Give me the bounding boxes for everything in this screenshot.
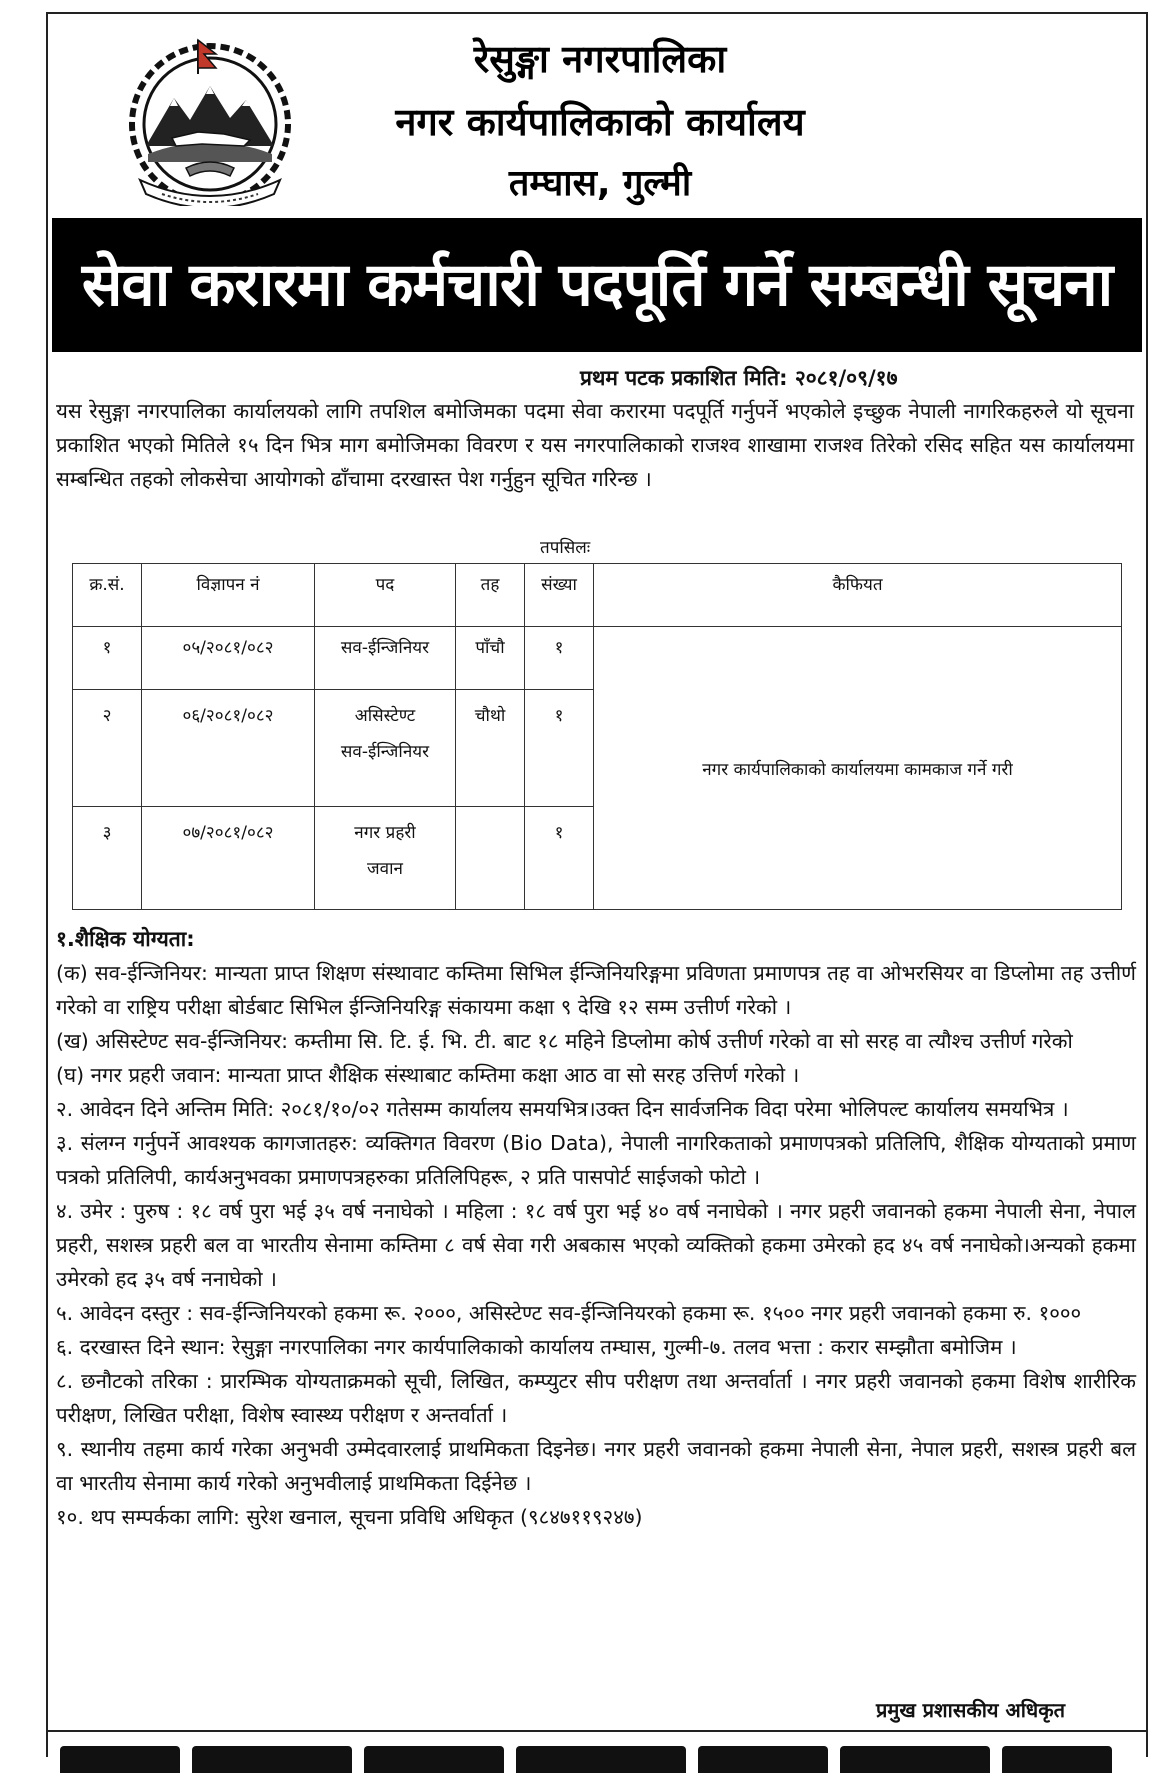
col-header-level: तह	[456, 564, 525, 627]
col-header-adno: विज्ञापन नं	[142, 564, 315, 627]
notice-body	[56, 922, 1136, 1534]
vacancy-table	[72, 563, 1122, 910]
selection-method: ८. छनौटको तरिका : प्रारम्भिक योग्यताक्रमको सूची, लिखित, कम्प्युटर सीप परीक्षण तथा अन्तर्वार्ता । नगर प्रहरी जवानको हकमा विशेष शारीरिक परीक्षण, लिखित परीक्षा, विशेष स्वास्थ्य परीक्षण र अन्तर्वार्ता ।	[56, 1369, 1136, 1427]
notice-title: सेवा करारमा कर्मचारी पदपूर्ति गर्ने सम्बन्धी सूचना	[81, 250, 1113, 320]
contact-info: १०. थप सम्पर्कका लागि: सुरेश खनाल, सूचना प्रविधि अधिकृत (९८४७११९२४७)	[56, 1505, 643, 1529]
qualification-sub-engineer: (क) सव-ईन्जिनियर: मान्यता प्राप्त शिक्षण संस्थावाट कम्तिमा सिभिल ईन्जिनियरिङ्गमा प्रविणता प्रमाणपत्र तह वा ओभरसियर वा डिप्लोमा तह उत्तीर्ण गरेको वा राष्ट्रिय परीक्षा बोर्डबाट सिभिल ईन्जिनियरिङ्ग संकायमा कक्षा ९ देखि १२ सम्म उत्तीर्ण गरेको ।	[56, 961, 1136, 1019]
application-place: ६. दरखास्त दिने स्थान: रेसुङ्गा नगरपालिका नगर कार्यपालिकाको कार्यालय तम्घास, गुल्मी-७. तलव भत्ता : करार सम्झौता बमोजिम ।	[56, 1335, 1017, 1359]
nepal-government-emblem-icon	[112, 34, 308, 206]
cell-level: चौथो	[456, 690, 525, 807]
col-header-count: संख्या	[525, 564, 594, 627]
signatory-title: प्रमुख प्रशासकीय अधिकृत	[876, 1698, 1065, 1722]
post-line-1: नगर प्रहरी	[354, 823, 416, 843]
post-line-2: सव-ईन्जिनियर	[340, 742, 430, 762]
qualification-heading: १.शैक्षिक योग्यता:	[56, 927, 195, 951]
age-limit: ४. उमेर : पुरुष : १८ वर्ष पुरा भई ३५ वर्ष ननाघेको । महिला : १८ वर्ष पुरा भई ४० वर्ष ननाघेको । नगर प्रहरी जवानको हकमा नेपाली सेना, नेपाल प्रहरी, सशस्त्र प्रहरी बल वा भारतीय सेनामा कम्तिमा ८ वर्ष सेवा गरी अबकास भएको व्यक्तिको हकमा उमेरको हद ४५ वर्ष ननाघेको।अन्यको हकमा उमेरको हद ३५ वर्ष ननाघेको ।	[56, 1199, 1136, 1291]
municipality-name: रेसुङ्गा नगरपालिका	[473, 37, 727, 81]
cell-post	[315, 690, 456, 807]
col-header-post: पद	[315, 564, 456, 627]
post-line-2: जवान	[367, 859, 403, 879]
cell-post	[315, 807, 456, 910]
post-line-1: असिस्टेण्ट	[354, 706, 416, 726]
cell-count: १	[525, 807, 594, 910]
qualification-police: (घ) नगर प्रहरी जवान: मान्यता प्राप्त शैक्षिक संस्थाबाट कम्तिमा कक्षा आठ वा सो सरह उत्तिर्ण गरेको ।	[56, 1063, 800, 1087]
cell-remark: नगर कार्यपालिकाको कार्यालयमा कामकाज गर्ने गरी	[594, 627, 1122, 910]
publication-date: प्रथम पटक प्रकाशित मिति: २०८१/०९/१७	[580, 366, 898, 390]
priority-note: ९. स्थानीय तहमा कार्य गरेका अनुभवी उम्मेदवारलाई प्राथमिकता दिइनेछ। नगर प्रहरी जवानको हकमा नेपाली सेना, नेपाल प्रहरी, सशस्त्र प्रहरी बल वा भारतीय सेनामा कार्य गरेको अनुभवीलाई प्राथमिकता दिईनेछ ।	[56, 1437, 1136, 1495]
col-header-sn: क्र.सं.	[73, 564, 142, 627]
cell-count: १	[525, 627, 594, 690]
application-deadline: २. आवेदन दिने अन्तिम मिति: २०८१/१०/०२ गतेसम्म कार्यालय समयभित्र।उक्त दिन सार्वजनिक विदा परेमा भोलिपल्ट कार्यालय समयभित्र ।	[56, 1097, 1069, 1121]
cell-post: सव-ईन्जिनियर	[315, 627, 456, 690]
cell-adno: ०६/२०८१/०८२	[142, 690, 315, 807]
application-fee: ५. आवेदन दस्तुर : सव-ईन्जिनियरको हकमा रू. २०००, असिस्टेण्ट सव-ईन्जिनियरको हकमा रू. १५०० नगर प्रहरी जवानको हकमा रु. १०००	[56, 1301, 1082, 1325]
cell-adno: ०७/२०८१/०८२	[142, 807, 315, 910]
col-header-remark: कैफियत	[594, 564, 1122, 627]
cell-sn: १	[73, 627, 142, 690]
cell-adno: ०५/२०८१/०८२	[142, 627, 315, 690]
office-location: तम्घास, गुल्मी	[508, 163, 692, 204]
table-row	[73, 627, 1122, 690]
cell-count: १	[525, 690, 594, 807]
table-caption: तपसिलः	[540, 538, 591, 558]
cell-level	[456, 807, 525, 910]
office-name: नगर कार्यपालिकाको कार्यालय	[395, 100, 805, 144]
table-header-row	[73, 564, 1122, 627]
required-documents: ३. संलग्न गर्नुपर्ने आवश्यक कागजातहरु: व्यक्तिगत विवरण (Bio Data), नेपाली नागरिकताको प्रमाणपत्रको प्रतिलिपि, शैक्षिक योग्यताको प्रमाण पत्रको प्रतिलिपी, कार्यअनुभवका प्रमाणपत्रहरुका प्रतिलिपिहरू, २ प्रति पासपोर्ट साईजको फोटो ।	[56, 1131, 1136, 1189]
cell-level: पाँचौ	[456, 627, 525, 690]
qualification-asst-sub-engineer: (ख) असिस्टेण्ट सव-ईन्जिनियर: कम्तीमा सि. टि. ई. भि. टी. बाट १८ महिने डिप्लोमा कोर्ष उत्तीर्ण गरेको वा सो सरह वा त्यौश्च उत्तीर्ण गरेको	[56, 1029, 1073, 1053]
next-notice-cut-strip	[60, 1746, 1150, 1773]
cell-sn: २	[73, 690, 142, 807]
frame-bottom-border	[46, 1730, 1148, 1732]
notice-banner	[52, 218, 1142, 352]
cell-sn: ३	[73, 807, 142, 910]
intro-paragraph: यस रेसुङ्गा नगरपालिका कार्यालयको लागि तपशिल बमोजिमका पदमा सेवा करारमा पदपूर्ति गर्नुपर्ने भएकोले इच्छुक नेपाली नागरिकहरुले यो सूचना प्रकाशित भएको मितिले १५ दिन भित्र माग बमोजिमका विवरण र यस नगरपालिकाको राजश्व शाखामा राजश्व तिरेको रसिद सहित यस कार्यालयमा सम्बन्धित तहको लोकसेचा आयोगको ढाँचामा दरखास्त पेश गर्नुहुन सूचित गरिन्छ ।	[56, 399, 1134, 491]
